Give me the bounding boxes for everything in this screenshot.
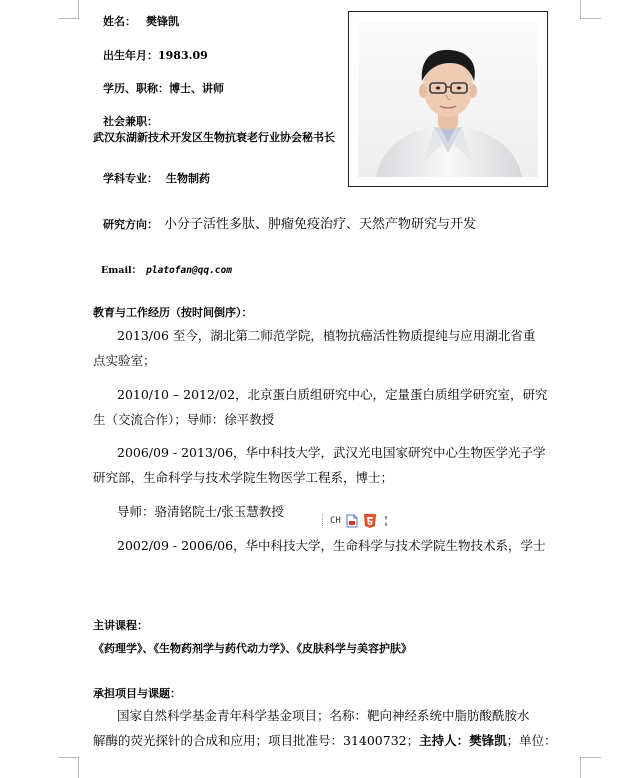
education-entry-4-line1: 导师：骆清铭院士/张玉慧教授 <box>117 504 284 519</box>
degree-value: 博士、讲师 <box>169 82 224 95</box>
portrait-photo <box>358 21 538 177</box>
crop-mark-top-right <box>580 0 601 19</box>
project-line2 <box>93 731 557 749</box>
courses-value: 《药理学》、《生物药剂学与药代动力学》、《皮肤科学与美容护肤》 <box>93 642 412 655</box>
education-entry-2-line1: 2010/10 – 2012/02，北京蛋白质组研究中心，定量蛋白质组学研究室，研究 <box>117 387 548 402</box>
portrait-frame <box>348 11 548 187</box>
major-row <box>103 170 210 186</box>
education-entry-2-line2: 生（交流合作）；导师：徐平教授 <box>93 412 275 427</box>
education-entry-3-line2: 研究部，生命科学与技术学院生物医学工程系，博士； <box>93 470 394 485</box>
education-entry-1-line2: 点实验室； <box>93 353 156 368</box>
name-label: 姓名： <box>103 15 136 28</box>
education-heading: 教育与工作经历（按时间倒序）： <box>93 306 253 319</box>
courses-heading: 主讲课程： <box>93 619 148 632</box>
project-line1: 国家自然科学基金青年科学基金项目；名称：靶向神经系统中脂肪酸酰胺水 <box>117 708 530 723</box>
portrait-illustration <box>358 21 538 177</box>
social-label: 社会兼职： <box>103 115 158 128</box>
major-label: 学科专业： <box>103 172 158 185</box>
education-entry-3-line1: 2006/09 - 2013/06，华中科技大学，武汉光电国家研究中心生物医学光子学 <box>117 445 546 460</box>
education-entry-5-line1: 2002/09 - 2006/06，华中科技大学，生命科学与技术学院生物技术系，学士 <box>117 538 546 553</box>
degree-row <box>103 80 224 96</box>
research-row <box>103 213 476 232</box>
major-value: 生物制药 <box>166 172 210 185</box>
email-row <box>101 262 232 276</box>
social-value: 武汉东湖新技术开发区生物抗衰老行业协会秘书长 <box>93 131 335 144</box>
ime-language-label[interactable]: CH <box>330 516 341 526</box>
project-line2-part1: 解酶的荧光探针的合成和应用；项目批准号：31400732； <box>93 733 420 748</box>
email-label: Email： <box>101 265 142 276</box>
name-row <box>103 13 179 29</box>
document-icon[interactable] <box>345 514 359 528</box>
research-value: 小分子活性多肽、肿瘤免疫治疗、天然产物研究与开发 <box>164 217 477 232</box>
education-entry-1-line1: 2013/06 至今，湖北第二师范学院，植物抗癌活性物质提纯与应用湖北省重 <box>117 328 536 343</box>
email-value: platofan@qq.com <box>146 265 232 276</box>
ime-toolbar[interactable] <box>322 513 391 529</box>
project-host: 主持人：樊锋凯 <box>419 733 507 748</box>
projects-heading: 承担项目与课题： <box>93 687 181 700</box>
project-line2-part3: ；单位： <box>506 733 557 748</box>
crop-mark-top-left <box>58 0 79 19</box>
research-label: 研究方向： <box>103 218 158 231</box>
toolbar-grip[interactable] <box>322 514 326 528</box>
name-value: 樊锋凯 <box>146 15 179 28</box>
birth-date: 出生年月：1983.09 <box>103 49 208 62</box>
degree-label: 学历、职称： <box>103 82 169 95</box>
html5-icon[interactable] <box>363 514 377 528</box>
expand-arrows-icon[interactable] <box>381 514 391 528</box>
